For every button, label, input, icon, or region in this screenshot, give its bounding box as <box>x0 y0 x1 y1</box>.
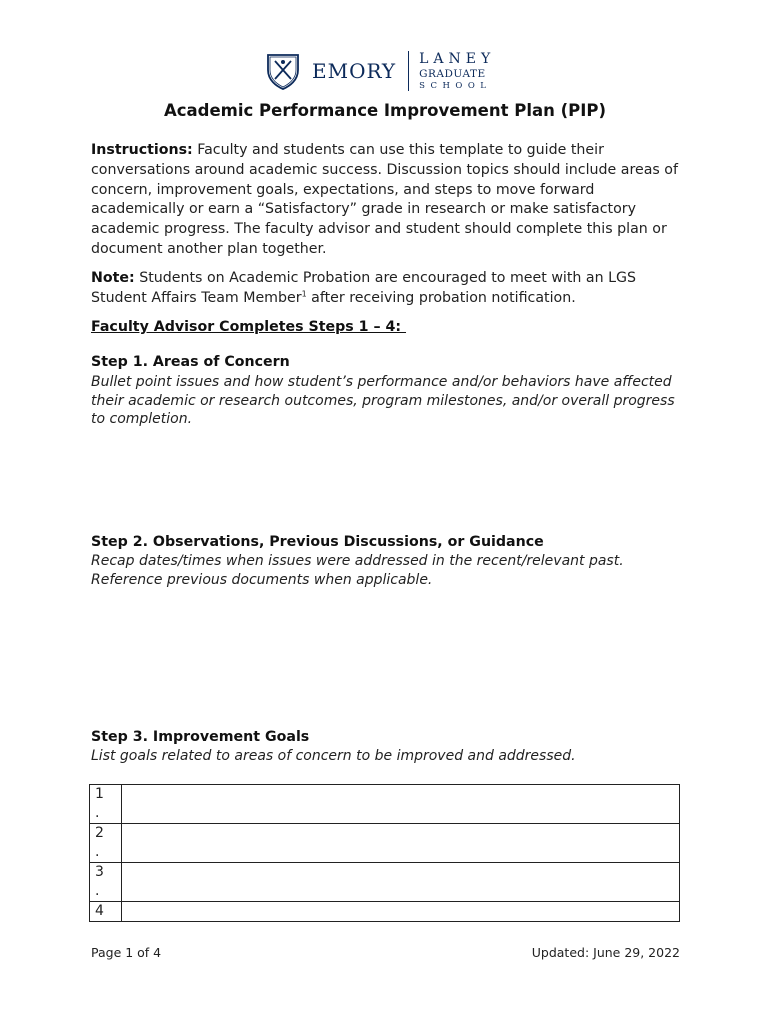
goal-entry-cell[interactable] <box>122 785 680 824</box>
note-label: Note: <box>91 270 135 286</box>
instructions-text: Faculty and students can use this template to guide their conversations around academic success. Discussion topics should include areas of concern, improvement goals, expectations, and steps to move forward academically or earn a “Satisfactory” grade in research or make satisfactory academic progress. The faculty advisor and student should complete this plan or document another plan together. <box>91 142 678 257</box>
goal-number: 1 <box>95 786 104 802</box>
table-row <box>90 824 680 863</box>
goal-number-cell <box>90 824 122 863</box>
goal-number: 2 <box>95 825 104 841</box>
step-1-title: Step 1. Areas of Concern <box>91 354 290 370</box>
faculty-advisor-heading: Faculty Advisor Completes Steps 1 – 4: <box>91 319 407 335</box>
table-row <box>90 785 680 824</box>
laney-text: LANEY <box>419 50 496 67</box>
emory-wordmark: EMORY <box>312 59 397 83</box>
goal-number-cell <box>90 785 122 824</box>
goal-entry-cell[interactable] <box>122 824 680 863</box>
goal-number-dot: . <box>95 844 100 860</box>
goal-number-cell <box>90 902 122 922</box>
graduate-text: GRADUATE <box>419 67 486 80</box>
logo-divider <box>408 51 409 91</box>
note-paragraph <box>91 269 691 309</box>
goal-number: 4 <box>95 903 104 919</box>
laney-wordmark <box>419 52 495 91</box>
school-text: SCHOOL <box>419 81 492 91</box>
goal-entry-cell[interactable] <box>122 902 680 922</box>
page-number: Page 1 of 4 <box>91 945 162 960</box>
updated-date: Updated: June 29, 2022 <box>531 945 680 960</box>
note-text-after: after receiving probation notification. <box>306 289 576 306</box>
goal-number-cell <box>90 863 122 902</box>
table-row <box>90 902 680 922</box>
instructions-paragraph <box>91 141 691 260</box>
goal-number-dot: . <box>95 883 100 899</box>
step-2-description: Recap dates/times when issues were addressed in the recent/relevant past. Reference previous documents when applicable. <box>91 553 624 588</box>
step-1-description: Bullet point issues and how student’s performance and/or behaviors have affected their academic or research outcomes, program milestones, and/or overall progress to completion. <box>91 374 675 427</box>
instructions-label: Instructions: <box>91 142 193 158</box>
goal-number: 3 <box>95 864 104 880</box>
emory-shield-icon <box>266 52 300 90</box>
emory-laney-logo <box>266 50 495 92</box>
improvement-goals-table <box>89 784 680 922</box>
goal-number-dot: . <box>95 805 100 821</box>
goal-entry-cell[interactable] <box>122 863 680 902</box>
footnote-marker: 1 <box>301 289 307 299</box>
document-title: Academic Performance Improvement Plan (PIP) <box>163 101 607 120</box>
table-row <box>90 863 680 902</box>
step-2-title: Step 2. Observations, Previous Discussions, or Guidance <box>91 534 544 550</box>
step-3-description: List goals related to areas of concern to be improved and addressed. <box>91 748 576 764</box>
note-text: Students on Academic Probation are encouraged to meet with an LGS Student Affairs Team Member <box>91 270 637 306</box>
step-3-title: Step 3. Improvement Goals <box>91 729 310 745</box>
